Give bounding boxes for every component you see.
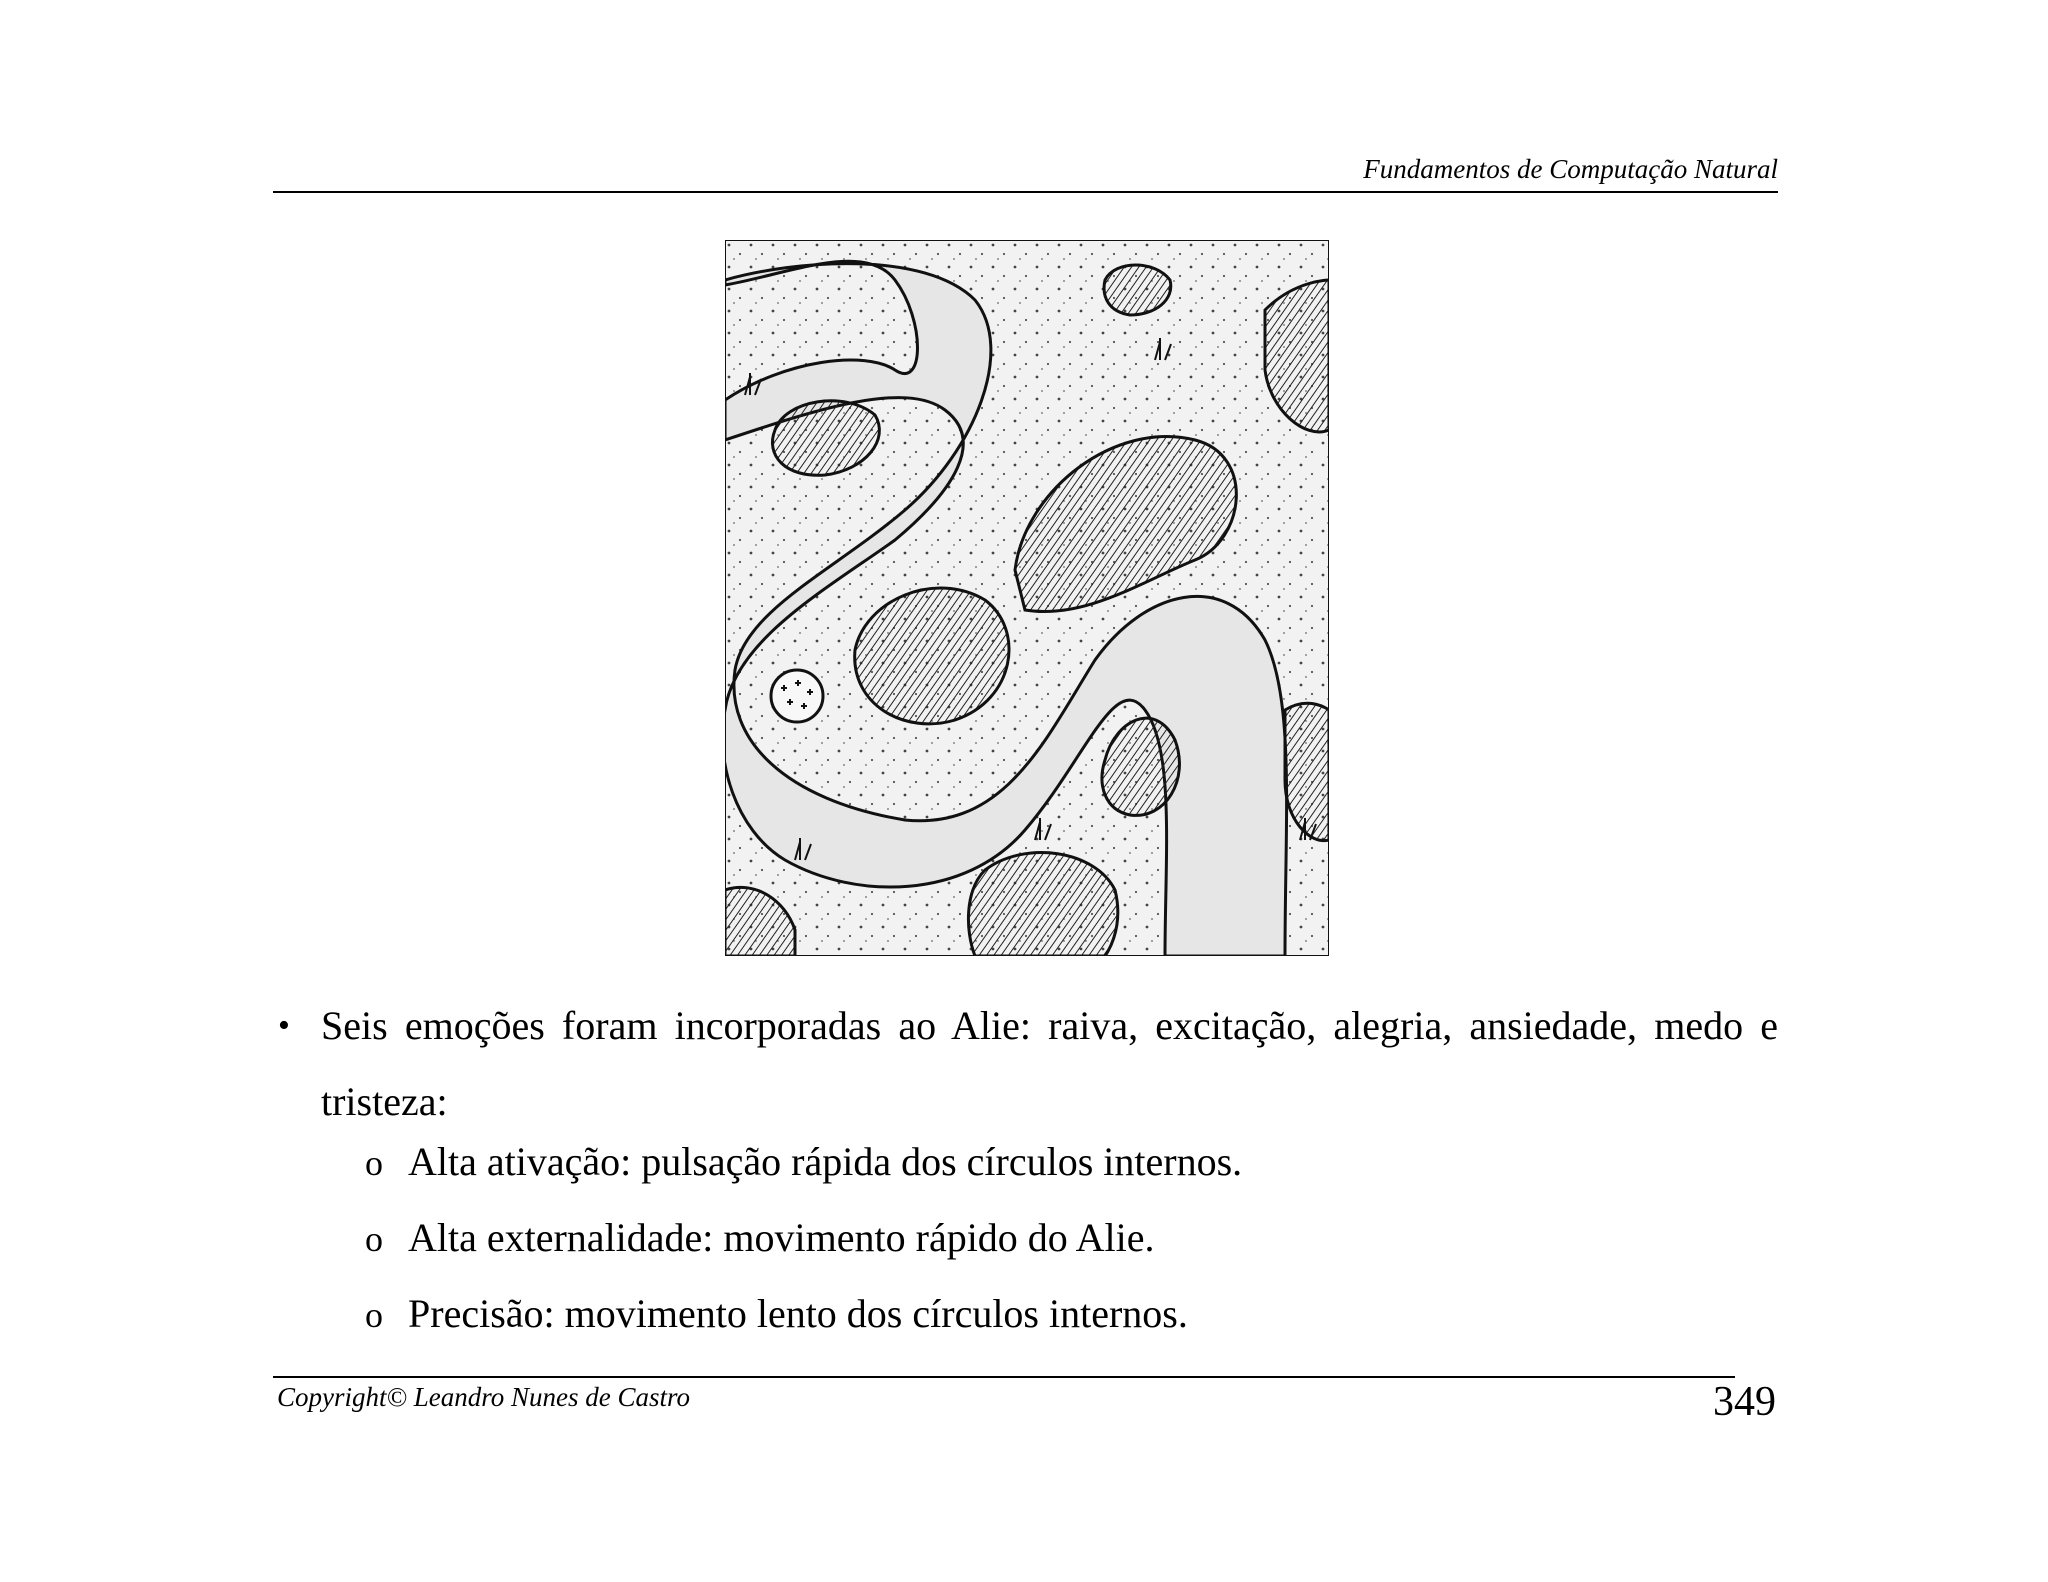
header-rule <box>273 191 1778 193</box>
sub-item-text: Alta ativação: pulsação rápida dos círculos internos. <box>408 1139 1243 1184</box>
bullet-item <box>278 988 1778 1140</box>
sub-item-alta-externalidade <box>365 1213 1154 1264</box>
bullet-marker: • <box>278 1007 290 1044</box>
copyright-notice: Copyright© Leandro Nunes de Castro <box>277 1382 691 1412</box>
alie-creature <box>771 670 823 722</box>
page-number: 349 <box>1713 1379 1776 1425</box>
sub-item-precisao <box>365 1289 1188 1340</box>
bullet-text: Seis emoções foram incorporadas ao Alie: raiva, excitação, alegria, ansiedade, medo e tristeza: <box>321 1003 1778 1124</box>
alie-map-illustration <box>725 240 1329 956</box>
sub-item-text: Precisão: movimento lento dos círculos internos. <box>408 1291 1188 1336</box>
sub-marker: o <box>365 1219 383 1259</box>
footer-rule <box>273 1376 1735 1378</box>
running-header: Fundamentos de Computação Natural <box>1363 154 1778 184</box>
sub-marker: o <box>365 1143 383 1183</box>
sub-item-alta-ativacao <box>365 1137 1242 1188</box>
sub-marker: o <box>365 1295 383 1335</box>
sub-item-text: Alta externalidade: movimento rápido do Alie. <box>408 1215 1155 1260</box>
